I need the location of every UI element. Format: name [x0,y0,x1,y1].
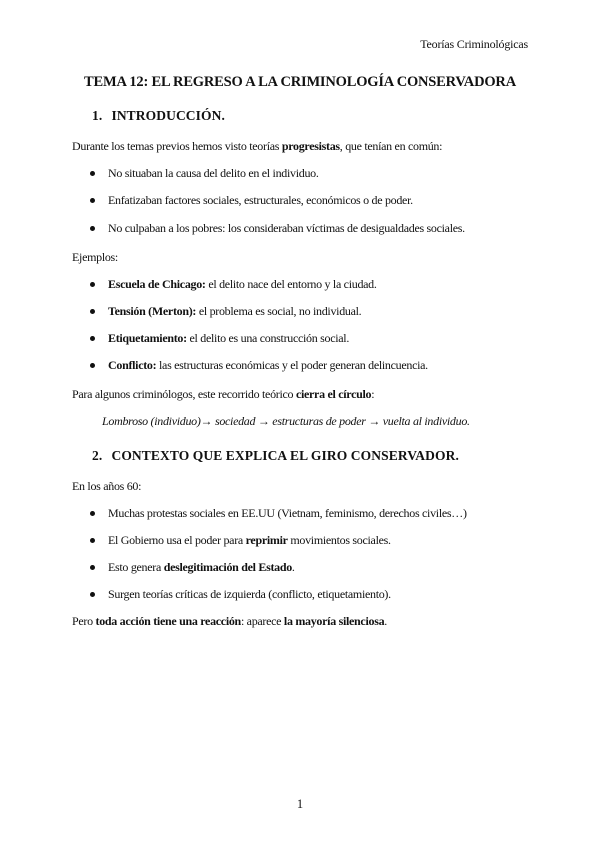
closing-text-end: . [384,614,387,628]
list-item-emphasis: deslegitimación del Estado [163,560,292,574]
list-item-text: No culpaban a los pobres: los consideraban víctimas de desigualdades sociales. [108,221,465,235]
section-1-heading [92,108,225,125]
bullet-icon [90,226,95,231]
list-item-text: El Gobierno usa el poder para [108,533,246,547]
closing-text: Pero [72,614,96,628]
running-header: Teorías Criminológicas [420,37,528,51]
examples-label: Ejemplos: [72,250,118,264]
closing-emphasis-2: la mayoría silenciosa [283,614,385,628]
bullet-icon [90,511,95,516]
intro-text-end: , que tenían en común: [339,139,443,153]
section-1-intro [72,139,532,154]
section-2-title: CONTEXTO QUE EXPLICA EL GIRO CONSERVADOR. [111,448,459,463]
section-2-heading [92,448,459,465]
closing-text-mid: : aparece [240,614,284,628]
section-2-intro: En los años 60: [72,479,142,493]
section-1-closing [72,387,532,402]
example-term: Etiquetamiento: [108,331,187,345]
list-item-text: Muchas protestas sociales en EE.UU (Vietnam, feminismo, derechos civiles…) [108,506,467,520]
closing-text: Para algunos criminólogos, este recorrido teórico [72,387,296,401]
bullet-icon [90,363,95,368]
bullet-icon [90,309,95,314]
bullet-icon [90,592,95,597]
example-text: el delito es una construcción social. [186,331,350,345]
list-item-emphasis: reprimir [245,533,288,547]
section-1-number: 1. [92,108,103,123]
intro-emphasis: progresistas [281,139,340,153]
page-number: 1 [296,797,304,811]
example-term: Tensión (Merton): [108,304,197,318]
list-item-text-end: movimientos sociales. [287,533,391,547]
closing-emphasis: toda acción tiene una reacción [95,614,241,628]
example-text: el delito nace del entorno y la ciudad. [205,277,377,291]
example-text: las estructuras económicas y el poder generan delincuencia. [156,358,428,372]
list-item-text: No situaban la causa del delito en el individuo. [108,166,319,180]
example-term: Escuela de Chicago: [108,277,206,291]
closing-text-end: : [371,387,375,401]
list-item-text: Esto genera [108,560,164,574]
section-2-closing [72,614,532,629]
bullet-icon [90,538,95,543]
section-2-number: 2. [92,448,103,463]
document-title: TEMA 12: EL REGRESO A LA CRIMINOLOGÍA CONSERVADORA [84,74,516,90]
closing-emphasis: cierra el círculo [295,387,372,401]
bullet-icon [90,565,95,570]
bullet-icon [90,171,95,176]
bullet-icon [90,282,95,287]
example-text: el problema es social, no individual. [196,304,362,318]
list-item-text-end: . [291,560,295,574]
list-item-text: Surgen teorías críticas de izquierda (conflicto, etiquetamiento). [108,587,391,601]
list-item-text: Enfatizaban factores sociales, estructurales, económicos o de poder. [108,193,413,207]
bullet-icon [90,336,95,341]
bullet-icon [90,198,95,203]
theory-sequence: Lombroso (individuo)→ sociedad → estructuras de poder → vuelta al individuo. [102,414,470,428]
section-1-title: INTRODUCCIÓN. [111,108,225,123]
example-term: Conflicto: [108,358,157,372]
intro-text: Durante los temas previos hemos visto teorías [72,139,282,153]
